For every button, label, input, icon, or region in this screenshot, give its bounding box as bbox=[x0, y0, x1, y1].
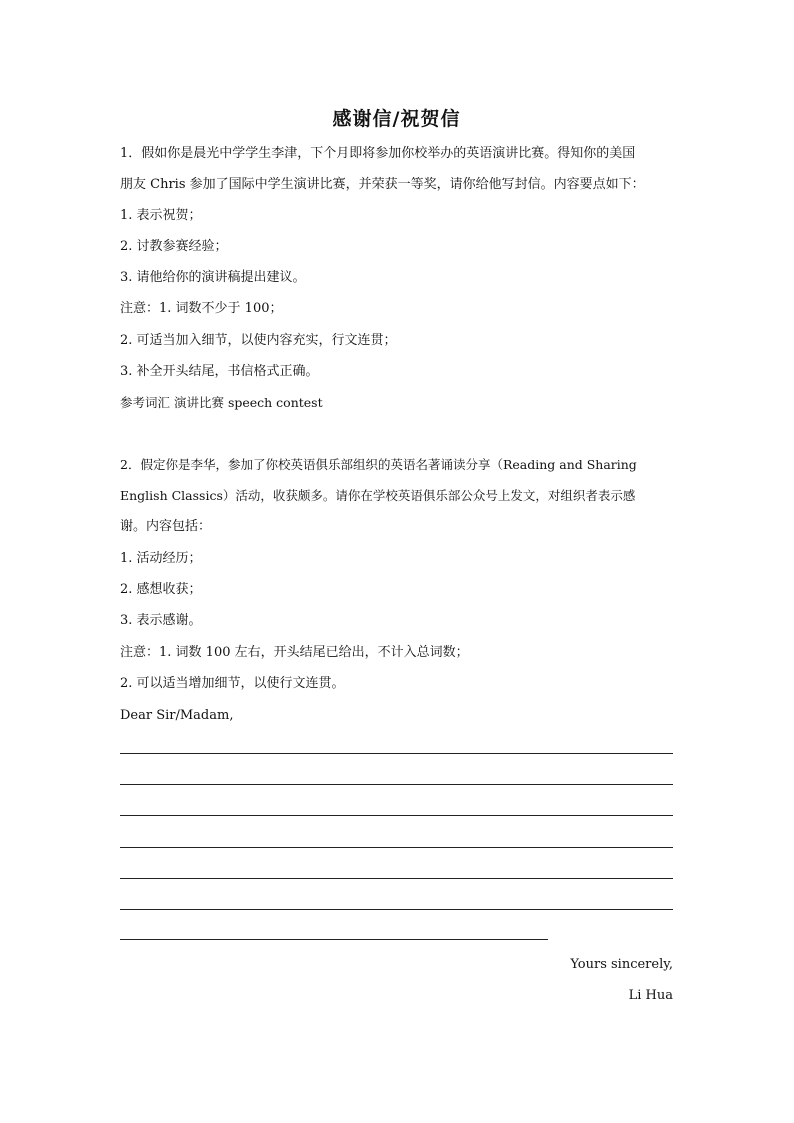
letter-salutation: Dear Sir/Madam, bbox=[120, 708, 234, 723]
task1-intro-line1: 1．假如你是晨光中学学生李津，下个月即将参加你校举办的英语演讲比赛。得知你的美国 bbox=[120, 146, 636, 161]
document-title: 感谢信/祝贺信 bbox=[332, 108, 461, 130]
task2-note-1: 注意：1. 词数 100 左右，开头结尾已给出，不计入总词数； bbox=[120, 645, 469, 660]
writing-line bbox=[120, 847, 673, 848]
task1-note-1: 注意：1. 词数不少于 100； bbox=[120, 301, 283, 316]
task2-note-2: 2. 可以适当增加细节，以使行文连贯。 bbox=[120, 676, 345, 691]
writing-line-short bbox=[120, 939, 548, 940]
task2-point-3: 3. 表示感谢。 bbox=[120, 613, 202, 628]
task2-point-2: 2. 感想收获； bbox=[120, 582, 202, 597]
task1-vocab: 参考词汇 演讲比赛 speech contest bbox=[120, 395, 323, 410]
task1-point-3: 3. 请他给你的演讲稿提出建议。 bbox=[120, 270, 306, 285]
task2-intro-line3: 谢。内容包括： bbox=[120, 519, 212, 534]
letter-closing: Yours sincerely, bbox=[570, 957, 673, 972]
task2-point-1: 1. 活动经历； bbox=[120, 551, 202, 566]
letter-signature: Li Hua bbox=[628, 988, 673, 1003]
task2-intro-line1: 2．假定你是李华，参加了你校英语俱乐部组织的英语名著诵读分享（Reading and Sharing bbox=[120, 457, 637, 472]
writing-line bbox=[120, 753, 673, 754]
task1-note-2: 2. 可适当加入细节，以使内容充实，行文连贯； bbox=[120, 333, 397, 348]
task1-intro-line2: 朋友 Chris 参加了国际中学生演讲比赛，并荣获一等奖，请你给他写封信。内容要点如下： bbox=[120, 177, 645, 192]
task1-point-2: 2. 讨教参赛经验； bbox=[120, 239, 228, 254]
task1-point-1: 1. 表示祝贺； bbox=[120, 208, 202, 223]
writing-line bbox=[120, 909, 673, 910]
task1-note-3: 3. 补全开头结尾，书信格式正确。 bbox=[120, 364, 319, 379]
writing-line bbox=[120, 815, 673, 816]
task2-intro-line2: English Classics）活动，收获颇多。请你在学校英语俱乐部公众号上发文，对组织者表示感 bbox=[120, 488, 636, 503]
writing-line bbox=[120, 878, 673, 879]
writing-line bbox=[120, 784, 673, 785]
